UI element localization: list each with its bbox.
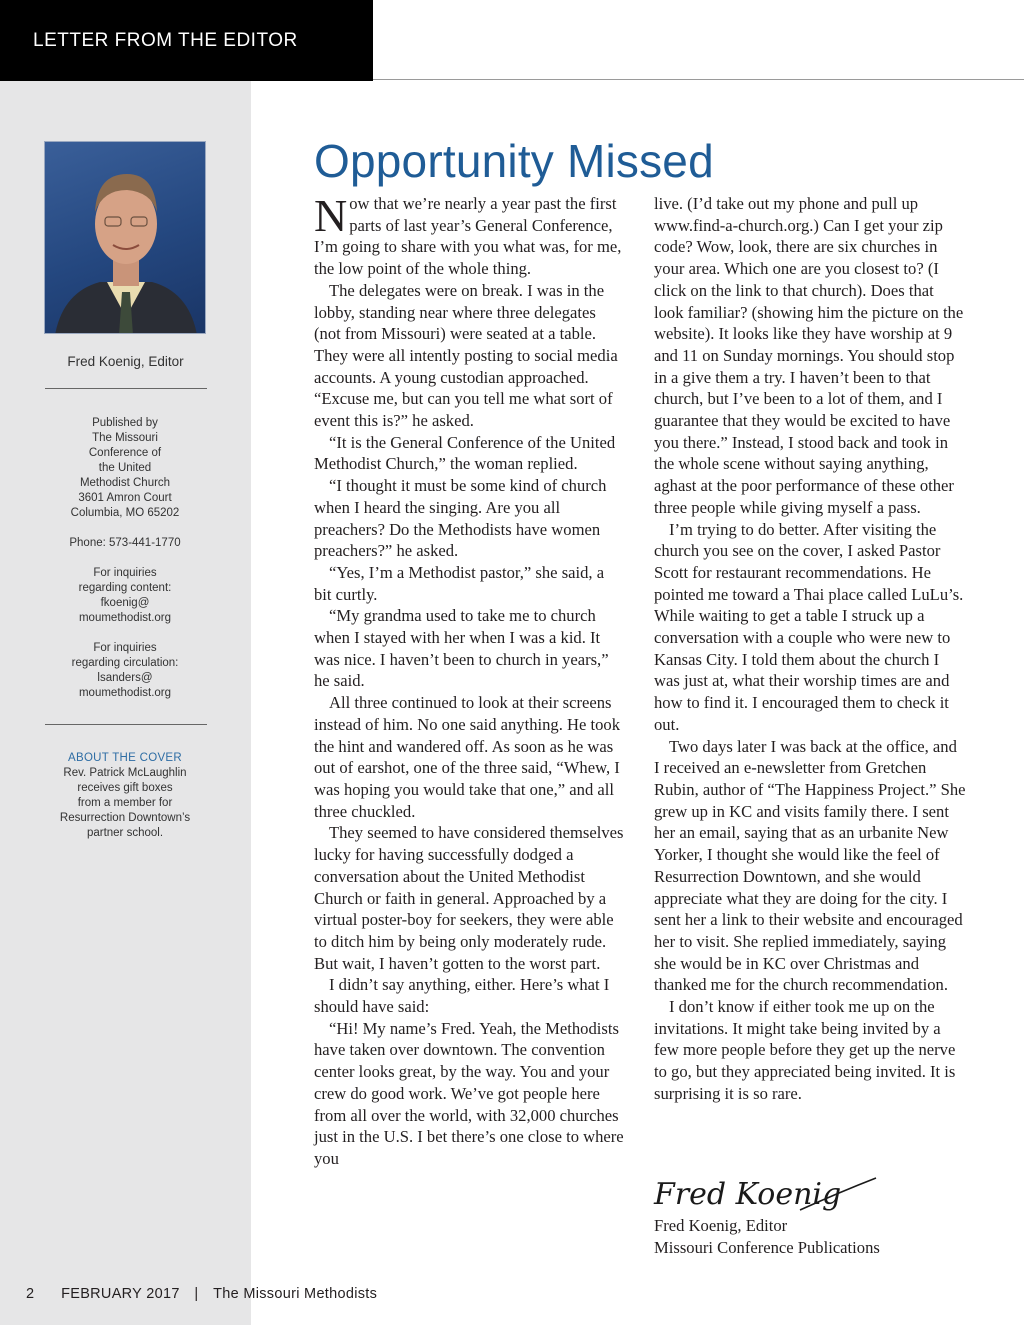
content-inquiry-line: regarding content: <box>78 582 172 594</box>
article-paragraph: “Hi! My name’s Fred. Yeah, the Methodists have taken over downtown. The convention center looks great, by the way. You and your crew do good work. We’ve got people here from all over the world, with 32,000 churches just in the U.S. I bet there’s one close to where you <box>314 1018 624 1168</box>
section-label: LETTER FROM THE EDITOR <box>33 30 298 51</box>
about-the-cover <box>44 751 206 841</box>
cover-text-line: receives gift boxes <box>77 782 173 794</box>
publisher-line: Methodist Church <box>79 477 171 489</box>
page-number: 2 <box>26 1286 35 1302</box>
signature-block <box>654 1215 880 1258</box>
footer-separator: | <box>194 1286 199 1302</box>
article-title: Opportunity Missed <box>314 135 714 187</box>
sidebar-divider-top <box>45 388 207 389</box>
drop-cap: N <box>314 190 348 241</box>
editor-photo <box>44 141 206 334</box>
publisher-line: The Missouri <box>92 432 158 444</box>
photo-caption: Fred Koenig, Editor <box>67 354 184 369</box>
header-rule <box>373 79 1024 80</box>
publisher-line: Conference of <box>88 447 162 459</box>
article-paragraph: Two days later I was back at the office, and I received an e-newsletter from Gretchen Rubin, author of “The Happiness Project.” She grew up in KC and visits family there. I sent her an email, saying that as an urbanite New Yorker, I thought she would like the feel of Resurrection Downtown, and she would appreciate what they are doing for the city. I sent her a link to their website and encouraged her to visit. She replied immediately, saying she would be in KC over Christmas and thanked me for the church recommendation. <box>654 736 966 995</box>
page-footer <box>26 1286 377 1302</box>
publisher-line: the United <box>98 462 152 474</box>
content-email-user[interactable]: fkoenig@ <box>100 597 150 609</box>
article-paragraph: The delegates were on break. I was in the lobby, standing near where three delegates (not from Missouri) were seated at a table. They were all intently posting to social media accounts. A young custodian approached. “Excuse me, but can you tell me what sort of event this is?” he asked. <box>314 280 618 431</box>
article-column-left <box>314 190 625 1170</box>
section-header-bar <box>0 0 373 81</box>
publisher-info <box>44 416 206 701</box>
article-paragraph: I don’t know if either took me up on the invitations. It might take being invited by a few more people before they get up the nerve to go, but they appreciated being invited. It is surprising it is so rare. <box>654 997 956 1103</box>
signer-title: Missouri Conference Publications <box>654 1237 880 1257</box>
circulation-inquiry-line: For inquiries <box>93 642 157 654</box>
circulation-inquiry-line: regarding circulation: <box>71 657 179 669</box>
article-paragraph <box>314 190 625 280</box>
content-email-domain[interactable]: moumethodist.org <box>78 612 172 624</box>
cover-text-line: partner school. <box>86 827 164 839</box>
article-paragraph: I’m trying to do better. After visiting the church you see on the cover, I asked Pastor Scott for restaurant recommendations. He pointed me toward a Thai place called LuLu’s. While waiting to get a table I struck up a conversation with a couple who were new to Kansas City. I told them about the church I was just at, what their worship times are and how to find it. I encouraged them to check it out. <box>654 519 964 734</box>
issue-date: FEBRUARY 2017 <box>61 1286 180 1302</box>
paragraph-text: ow that we’re nearly a year past the first parts of last year’s General Conference, I’m going to share with you what was, for me, the low point of the whole thing. <box>314 194 622 279</box>
article-paragraph: They seemed to have considered themselves lucky for having successfully dodged a conversation about the United Methodist Church or faith in general. Approached by a virtual poster-boy for seekers, they were able to ditch him by being only moderately rude. But wait, I haven’t gotten to the worst part. <box>314 823 624 973</box>
article-paragraph: “Yes, I’m a Methodist pastor,” she said, a bit curtly. <box>314 562 605 604</box>
cover-text-line: from a member for <box>77 797 173 809</box>
signer-name: Fred Koenig, Editor <box>654 1216 788 1235</box>
cover-text-line: Rev. Patrick McLaughlin <box>63 767 187 779</box>
article-column-right <box>654 193 966 1105</box>
circulation-email-user[interactable]: lsanders@ <box>97 672 153 684</box>
cover-text-line: Resurrection Downtown’s <box>59 812 191 824</box>
publisher-city: Columbia, MO 65202 <box>70 507 180 519</box>
phone-number: Phone: 573-441-1770 <box>69 537 181 549</box>
article-paragraph: “My grandma used to take me to church when I stayed with her when I was a kid. It was nice. I haven’t been to church in years,” he said. <box>314 606 609 691</box>
article-paragraph: All three continued to look at their screens instead of him. No one said anything. He took the hint and wandered off. As soon as he was out of earshot, one of the three said, “Whew, I was hoping you would take that one,” and all three chuckled. <box>314 693 621 821</box>
signature-text: Fred Koenig <box>654 1177 842 1212</box>
article-paragraph: I didn’t say anything, either. Here’s what I should have said: <box>314 975 610 1017</box>
circulation-email-domain[interactable]: moumethodist.org <box>78 687 172 699</box>
article-paragraph: “I thought it must be some kind of church when I heard the singing. Are you all preachers? Do the Methodists have women preachers?” he asked. <box>314 476 607 561</box>
content-inquiry-line: For inquiries <box>93 567 157 579</box>
article-paragraph: “It is the General Conference of the United Methodist Church,” the woman replied. <box>314 432 616 474</box>
editor-portrait-illustration <box>45 142 206 334</box>
publisher-line: Published by <box>92 417 158 429</box>
publication-name: The Missouri Methodists <box>213 1286 378 1302</box>
article-paragraph-continued: live. (I’d take out my phone and pull up www.find-a-church.org.) Can I get your zip code? Wow, look, there are six churches in your area. Which one are you closest to? (I click on the link to that church). Does that look familiar? (showing him the picture on the website). It looks like they have worship at 9 and 11 on Sunday mornings. You should stop in a give them a try. I haven’t been to that church, but I’ve been to a lot of them, and I guarantee that they would be excited to have you there.” Instead, I stood back and took in the whole scene without saying anything, aghast at the poor performance of these other three people while giving myself a pass. <box>654 194 964 517</box>
publisher-address: 3601 Amron Court <box>78 492 172 504</box>
sidebar-divider-bottom <box>45 724 207 725</box>
cover-heading: ABOUT THE COVER <box>68 752 182 764</box>
